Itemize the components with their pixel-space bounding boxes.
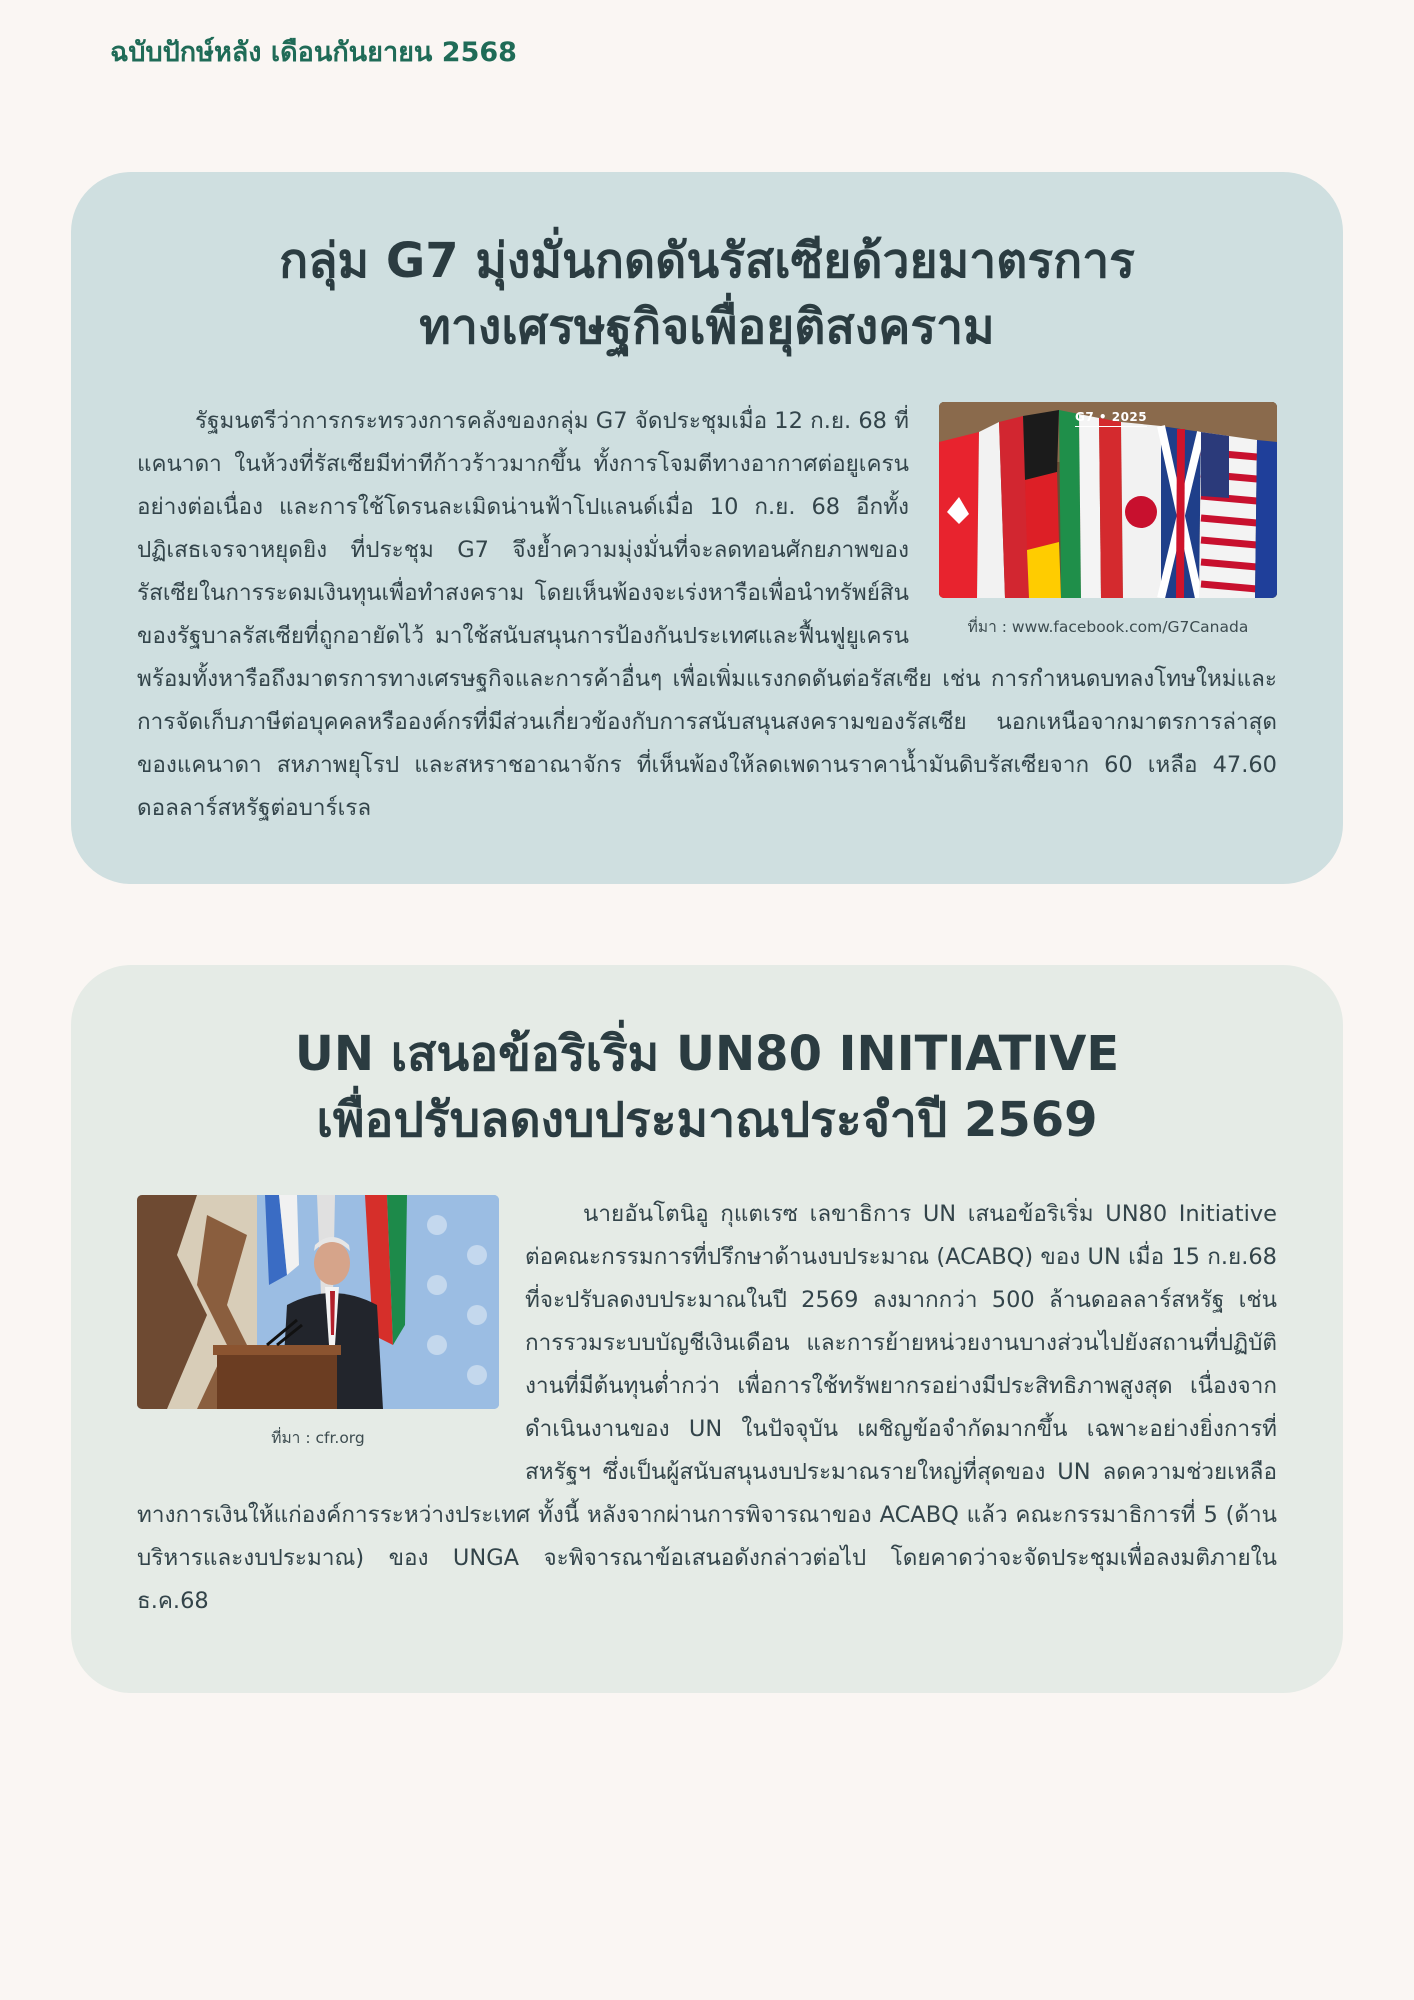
article-figure bbox=[939, 402, 1277, 638]
title-line-1: กลุ่ม G7 มุ่งมั่นกดดันรัสเซียด้วยมาตรการ bbox=[279, 233, 1135, 289]
article-card-g7 bbox=[71, 172, 1343, 884]
title-line-2: เพื่อปรับลดงบประมาณประจำปี 2569 bbox=[316, 1092, 1098, 1148]
article-title bbox=[137, 228, 1277, 360]
image-caption: ที่มา : cfr.org bbox=[271, 1429, 365, 1447]
flags-illustration bbox=[939, 402, 1277, 598]
g7-flags-photo bbox=[939, 402, 1277, 598]
article-card-un80 bbox=[71, 965, 1343, 1693]
title-line-1: UN เสนอข้อริเริ่ม UN80 INITIATIVE bbox=[294, 1026, 1120, 1082]
title-line-2: ทางเศรษฐกิจเพื่อยุติสงคราม bbox=[419, 299, 995, 355]
issue-header: ฉบับปักษ์หลัง เดือนกันยายน 2568 bbox=[110, 37, 517, 68]
un-press-illustration bbox=[137, 1195, 499, 1409]
article-figure bbox=[137, 1195, 499, 1449]
article-body-text: รัฐมนตรีว่าการกระทรวงการคลังของกลุ่ม G7 จัดประชุมเมื่อ 12 ก.ย. 68 ที่แคนาดา ในห้วงที่รัสเซียมีท่าทีก้าวร้าวมากขึ้น ทั้งการโจมตีทางอากาศต่อยูเครนอย่างต่อเนื่อง และการใช้โดรนละเมิดน่านฟ้าโปแลนด์เมื่อ 10 ก.ย. 68 อีกทั้งปฏิเสธเจรจาหยุดยิง ที่ประชุม G7 จึงย้ำความมุ่งมั่นที่จะลดทอนศักยภาพของรัสเซียในการระดมเงินทุนเพื่อทำสงคราม โดยเห็นพ้องจะเร่งหารือเพื่อนำทรัพย์สินของรัฐบาลรัสเซียที่ถูกอายัดไว้ มาใช้สนับสนุนการป้องกันประเทศและฟื้นฟูยูเครน พร้อมทั้งหารือถึงมาตรการทางเศรษฐกิจและการค้าอื่นๆ เพื่อเพิ่มแรงกดดันต่อรัสเซีย เช่น การกำหนดบทลงโทษใหม่และการจัดเก็บภาษีต่อบุคคลหรือองค์กรที่มีส่วนเกี่ยวข้องกับการสนับสนุนสงครามของรัสเซีย นอกเหนือจากมาตรการล่าสุดของแคนาดา สหภาพยุโรป และสหราชอาณาจักร ที่เห็นพ้องให้ลดเพดานราคาน้ำมันดิบรัสเซียจาก 60 เหลือ 47.60 ดอลลาร์สหรัฐต่อบาร์เรล bbox=[137, 408, 1277, 821]
image-caption: ที่มา : www.facebook.com/G7Canada bbox=[967, 618, 1249, 636]
article-body-text: นายอันโตนิอู กุแตเรซ เลขาธิการ UN เสนอข้อริเริ่ม UN80 Initiative ต่อคณะกรรมการที่ปรึกษาด้านงบประมาณ (ACABQ) ของ UN เมื่อ 15 ก.ย.68 ที่จะปรับลดงบประมาณในปี 2569 ลงมากกว่า 500 ล้านดอลลาร์สหรัฐ เช่น การรวมระบบบัญชีเงินเดือน และการย้ายหน่วยงานบางส่วนไปยังสถานที่ปฏิบัติงานที่มีต้นทุนต่ำกว่า เพื่อการใช้ทรัพยากรอย่างมีประสิทธิภาพสูงสุด เนื่องจากดำเนินงานของ UN ในปัจจุบัน เผชิญข้อจำกัดมากขึ้น เฉพาะอย่างยิ่งการที่สหรัฐฯ ซึ่งเป็นผู้สนับสนุนงบประมาณรายใหญ่ที่สุดของ UN ลดความช่วยเหลือทางการเงินให้แก่องค์การระหว่างประเทศ ทั้งนี้ หลังจากผ่านการพิจารณาของ ACABQ แล้ว คณะกรรมาธิการที่ 5 (ด้านบริหารและงบประมาณ) ของ UNGA จะพิจารณาข้อเสนอดังกล่าวต่อไป โดยคาดว่าจะจัดประชุมเพื่อลงมติภายใน ธ.ค.68 bbox=[137, 1201, 1277, 1614]
g7-logo-tag: G7 • 2025 bbox=[1075, 410, 1147, 427]
article-title bbox=[137, 1021, 1277, 1153]
guterres-podium-photo bbox=[137, 1195, 499, 1409]
